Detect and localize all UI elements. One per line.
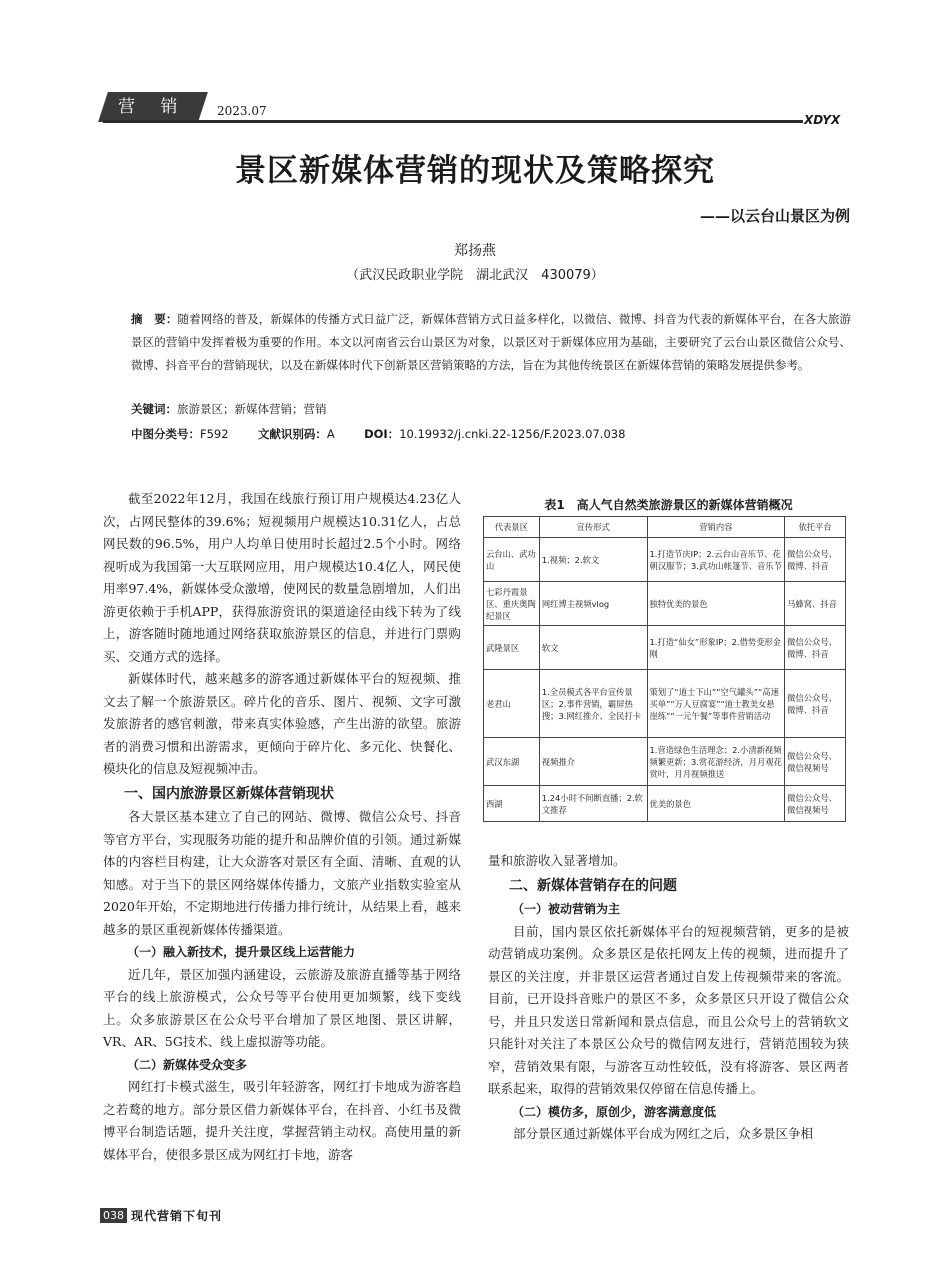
column-header: 依托平台 [785,517,846,538]
table-caption: 表1 高人气自然类旅游景区的新媒体营销概况 [544,498,793,512]
issue-date: 2023.07 [217,104,267,118]
table-cell: 1.打造节庆IP；2.云台山音乐节、花朝汉服节；3.武功山帐篷节、音乐节 [647,538,785,582]
doi-label: DOI： [364,427,400,441]
paragraph: 截至2022年12月，我国在线旅行预订用户规模达4.23亿人次，占网民整体的39.6%；短视频用户规模达10.31亿人，占总网民数的96.5%，用户人均单日使用时长超过2.5个小时。网络视听成为我国第一大互联网应用，用户规模达10.4亿人，网民使用率97.4%，新媒体受众激增，使网民的数量急剧增加，人们出游更依赖于手机APP，获得旅游资讯的渠道途径由线下转为了线上，游客随时随地通过网络获取旅游景区的信息，并进行门票购买、交通方式的选择。 [103,491,461,664]
marketing-table [483,516,846,822]
table-cell: 网红博主视频vlog [539,582,647,626]
keywords [131,401,327,417]
paragraph: 量和旅游收入显著增加。 [488,853,626,868]
table-row [484,786,846,822]
paragraph: 网红打卡模式滋生，吸引年轻游客，网红打卡地成为游客趋之若鹜的地方。部分景区借力新媒体平台，在抖音、小红书及微博平台制造话题，提升关注度，掌握营销主动权。高使用量的新媒体平台，使很多景区成为网红打卡地，游客 [103,1079,461,1162]
section-tab [98,92,208,122]
author-affiliation: （武汉民政职业学院 湖北武汉 430079） [346,268,604,283]
page-number: 038 [100,1208,127,1223]
table-row [484,738,846,786]
author-name: 郑扬燕 [454,243,496,259]
table-cell: 微信公众号、微博、抖音 [785,538,846,582]
abstract [131,308,851,377]
article-subtitle: ——以云台山景区为例 [699,207,850,225]
paragraph: 部分景区通过新媒体平台成为网红之后，众多景区争相 [513,1126,814,1141]
table-cell: 策划了“道士下山”“空气罐头”“高速买单”“万人豆腐宴”“道士教美女悬崖练”“一元午餐”等事件营销活动 [647,670,785,738]
doc-code-label: 文献识别码： [257,427,327,441]
table-cell: 云台山、武功山 [484,538,540,582]
header-rule [103,120,803,123]
column-header: 代表景区 [484,517,540,538]
paragraph: 新媒体时代，越来越多的游客通过新媒体平台的短视频、推文去了解一个旅游景区。碎片化的音乐、图片、视频、文字可激发旅游者的感官刺激，带来真实体验感，产生出游的欲望。旅游者的消费习惯和出游需求，更倾向于碎片化、多元化、快餐化、模块化的信息及短视频冲击。 [103,671,461,776]
subsection-heading: （二）模仿多，原创少，游客满意度低 [512,1104,717,1119]
right-column [488,850,849,1146]
column-header: 宣传形式 [539,517,647,538]
section-label: 营 销 [118,97,188,117]
table-cell: 1.打造“仙女”形象IP；2.借势变形金刚 [647,626,785,670]
keywords-label: 关键词： [131,402,177,416]
subsection-heading: （二）新媒体受众变多 [127,1057,248,1072]
doc-code-value: A [326,427,335,441]
table-cell: 1.视频；2.软文 [539,538,647,582]
table-row [484,670,846,738]
journal-brand: XDYX [804,113,841,127]
section-heading: 二、新媒体营销存在的问题 [509,877,677,894]
table-cell: 1.全员模式各平台宣传景区；2.事件营销，霸屏热搜；3.网红推介、全民打卡 [539,670,647,738]
table-cell: 西湖 [484,786,540,822]
left-column [103,488,461,1166]
paragraph: 目前，国内景区依托新媒体平台的短视频营销，更多的是被动营销成功案例。众多景区是依托网友上传的视频，进而提升了景区的关注度，并非景区运营者通过自发上传视频带来的客流。目前，已开设抖音账户的景区不多，众多景区只开设了微信公众号，并且只发送日常新闻和景点信息，而且公众号上的营销软文只能针对关注了本景区公众号的微信网友进行，营销范围较为狭窄，营销效果有限，与游客互动性较低，没有将游客、景区两者联系起来，取得的营销效果仅停留在信息传播上。 [488,923,849,1096]
table-cell: 1.24小时不间断直播；2.软文推荐 [539,786,647,822]
subsection-heading: （一）被动营销为主 [512,902,621,916]
table-row [484,538,846,582]
subsection-heading: （一）融入新技术，提升景区线上运营能力 [127,945,356,959]
abstract-label: 摘 要： [131,312,178,326]
table-cell: 武汉东湖 [484,738,540,786]
table-cell: 优美的景色 [647,786,785,822]
table-cell: 马蜂窝、抖音 [785,582,846,626]
clc-value: F592 [200,427,229,441]
journal-title: 现代营销下旬刊 [131,1209,223,1223]
table-cell: 软文 [539,626,647,670]
table-cell: 视频推介 [539,738,647,786]
table-cell: 武隆景区 [484,626,540,670]
table-row [484,582,846,626]
table-cell: 微信公众号、微信视频号 [785,738,846,786]
paragraph: 近几年，景区加强内涵建设，云旅游及旅游直播等基于网络平台的线上旅游模式，公众号等平台使用更加频繁，线下变线上。众多旅游景区在公众号平台增加了景区地图、景区讲解，VR、AR、5G技术、线上虚拟游等功能。 [103,966,461,1049]
table-cell: 微信公众号、微信视频号 [785,786,846,822]
paragraph: 各大景区基本建立了自己的网站、微博、微信公众号、抖音等官方平台，实现服务功能的提升和品牌价值的引领。通过新媒体的内容栏目构建，让大众游客对景区有全面、清晰、直观的认知感。对于当下的景区网络媒体传播力，文旅产业指数实验室从2020年开始，不定期地进行传播力排行统计，从结果上看，越来越多的景区重视新媒体传播渠道。 [103,809,461,937]
table-cell: 微信公众号、微博、抖音 [785,626,846,670]
doi-value: 10.19932/j.cnki.22-1256/F.2023.07.038 [399,427,626,441]
table-row [484,626,846,670]
table-cell: 老君山 [484,670,540,738]
table-cell: 微信公众号、微博、抖音 [785,670,846,738]
article-title: 景区新媒体营销的现状及策略探究 [235,153,715,189]
table-cell: 1.营造绿色生活理念；2.小清新视频频繁更新；3.赏花游经济，月月观花赏叶，月月视频推送 [647,738,785,786]
keywords-text: 旅游景区；新媒体营销；营销 [177,402,327,416]
table-cell: 独特优美的景色 [647,582,785,626]
column-header: 营销内容 [647,517,785,538]
table-header-row [484,517,846,538]
table-cell: 七彩丹霞景区、重庆奥陶纪景区 [484,582,540,626]
abstract-text: 随着网络的普及，新媒体的传播方式日益广泛，新媒体营销方式日益多样化，以微信、微博、抖音为代表的新媒体平台，在各大旅游景区的营销中发挥着极为重要的作用。本文以河南省云台山景区为对象，以景区对于新媒体应用为基础，主要研究了云台山景区微信公众号、微博、抖音平台的营销现状，以及在新媒体时代下创新景区营销策略的方法，旨在为其他传统景区在新媒体营销的策略发展提供参考。 [131,312,852,372]
classification-line [131,426,625,442]
clc-label: 中图分类号： [131,427,200,441]
section-heading: 一、国内旅游景区新媒体营销现状 [124,785,334,802]
